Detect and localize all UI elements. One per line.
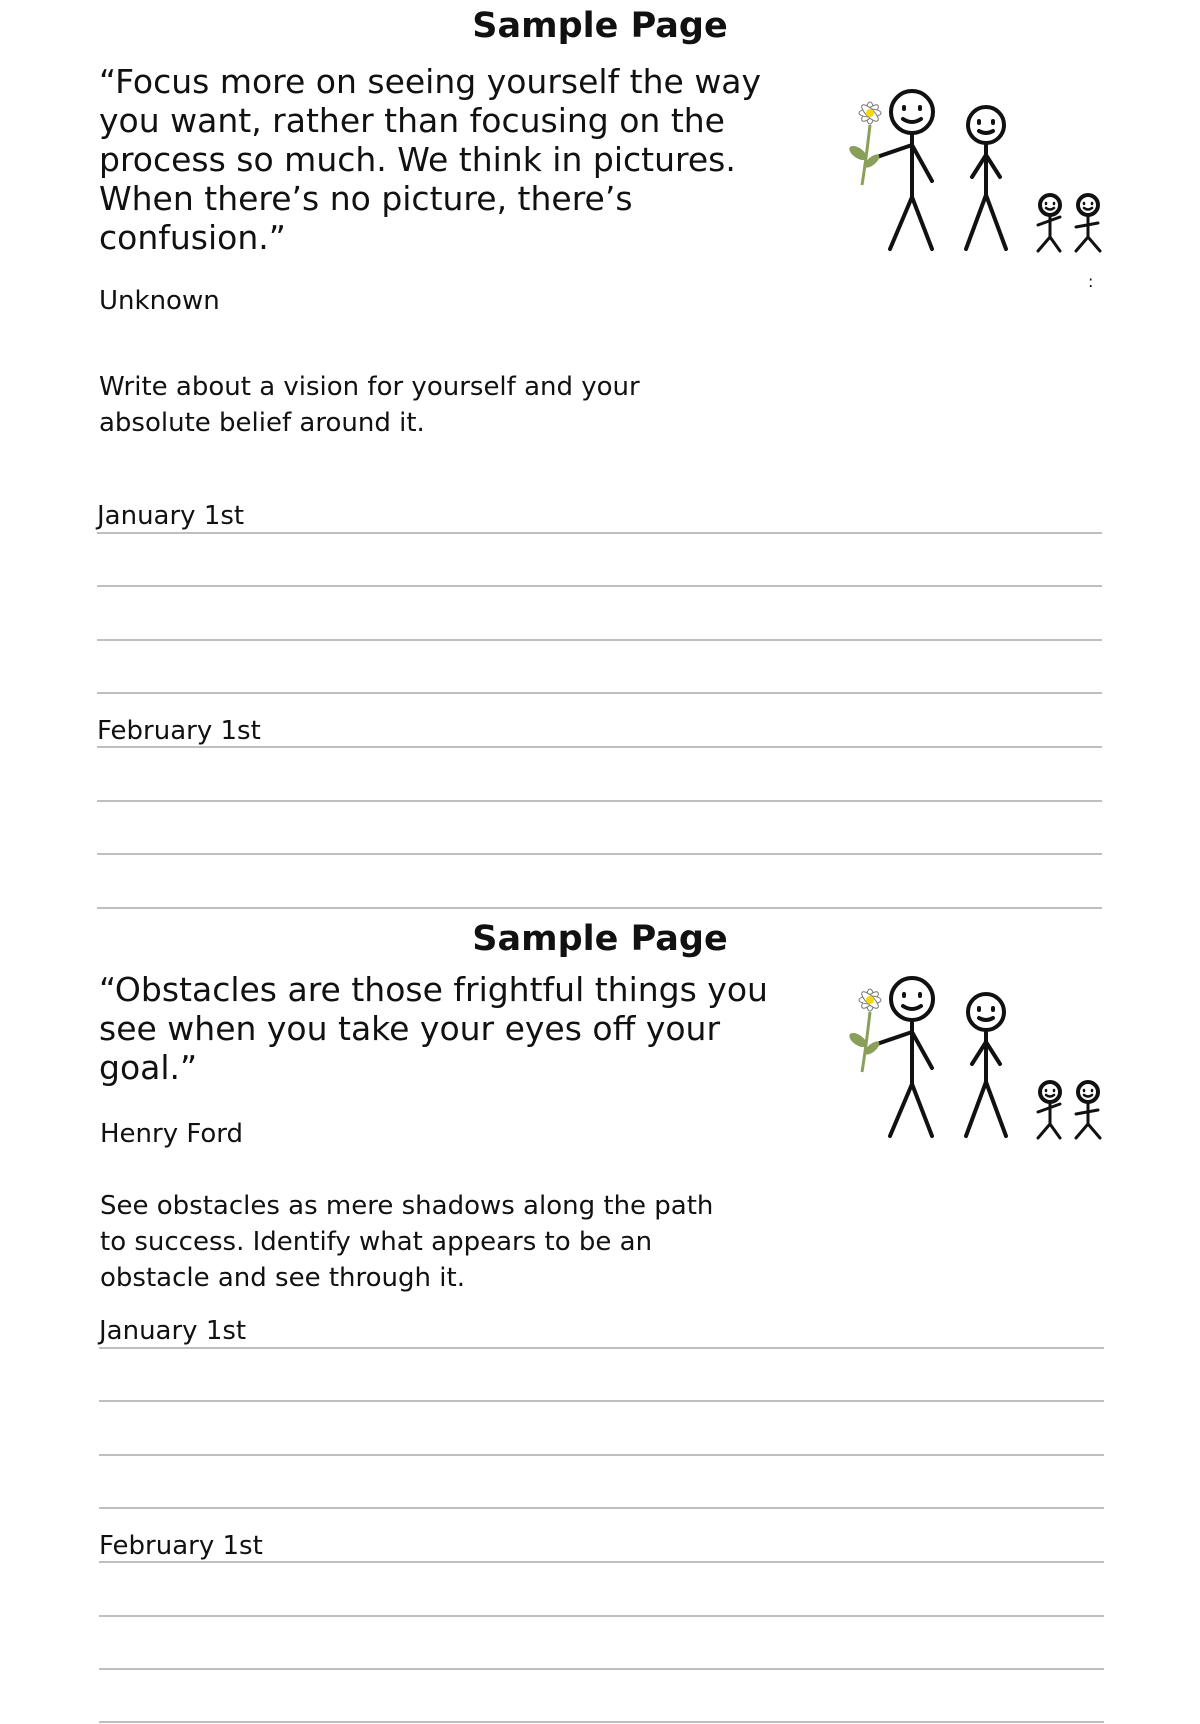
writing-line[interactable] <box>99 1615 1104 1617</box>
quote-text-2: “Obstacles are those frightful things you see when you take your eyes off your goal.” <box>99 970 768 1087</box>
writing-line[interactable] <box>97 692 1102 694</box>
writing-line[interactable] <box>97 532 1102 534</box>
daisy-flower-icon <box>847 102 882 185</box>
journal-prompt-2: See obstacles as mere shadows along the path to success. Identify what appears to be an obstacle and see through it. <box>100 1191 714 1293</box>
writing-line[interactable] <box>99 1721 1104 1723</box>
writing-line[interactable] <box>97 853 1102 855</box>
writing-line[interactable] <box>97 800 1102 802</box>
stick-figure-family-illustration <box>840 972 1110 1152</box>
month-label-jan-2: January 1st <box>99 1316 247 1346</box>
writing-line[interactable] <box>99 1400 1104 1402</box>
writing-line[interactable] <box>97 585 1102 587</box>
writing-line[interactable] <box>97 746 1102 748</box>
writing-line[interactable] <box>99 1561 1104 1563</box>
quote-author-1: Unknown <box>99 286 220 316</box>
quote-author-2: Henry Ford <box>100 1119 244 1149</box>
decor-mark: : <box>1088 272 1094 291</box>
writing-line[interactable] <box>99 1507 1104 1509</box>
month-label-jan-1: January 1st <box>97 501 245 531</box>
page-title-1: Sample Page <box>472 6 728 46</box>
daisy-flower-icon <box>847 989 882 1072</box>
quote-text-1: “Focus more on seeing yourself the way you want, rather than focusing on the process so much. We think in pictures. When there’s no picture, there’s confusion.” <box>99 62 762 257</box>
stick-figure-family-illustration <box>840 85 1110 265</box>
writing-line[interactable] <box>99 1347 1104 1349</box>
writing-line[interactable] <box>99 1454 1104 1456</box>
month-label-feb-1: February 1st <box>97 716 261 746</box>
page-title-2: Sample Page <box>472 919 728 959</box>
writing-line[interactable] <box>97 639 1102 641</box>
writing-line[interactable] <box>97 907 1102 909</box>
writing-line[interactable] <box>99 1668 1104 1670</box>
month-label-feb-2: February 1st <box>99 1531 263 1561</box>
journal-prompt-1: Write about a vision for yourself and your absolute belief around it. <box>99 372 640 438</box>
